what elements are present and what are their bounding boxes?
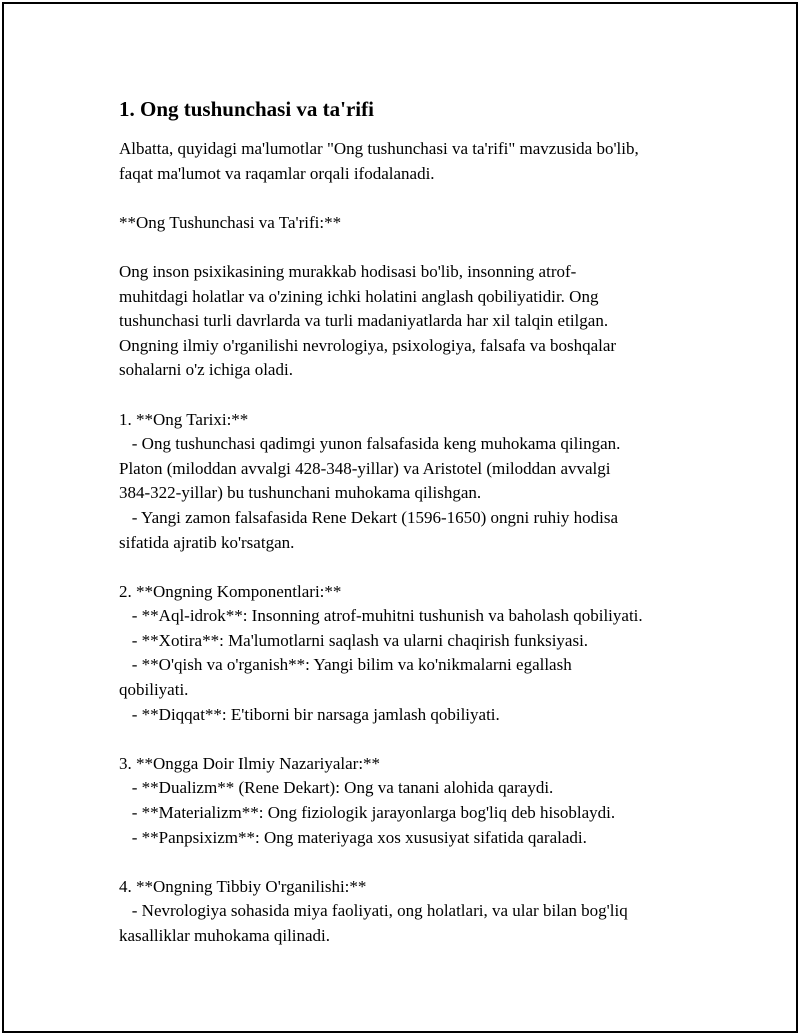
text-line: - **O'qish va o'rganish**: Yangi bilim va ko'nikmalarni egallash [119,655,572,675]
text-line: tushunchasi turli davrlarda va turli madaniyatlarda har xil talqin etilgan. [119,311,609,331]
text-line: Ong inson psixikasining murakkab hodisasi bo'lib, insonning atrof- [119,261,577,281]
blank-line [119,383,709,408]
blank-line [119,727,709,752]
text-line: 2. **Ongning Komponentlari:** [119,581,342,601]
text-line: - **Dualizm** (Rene Dekart): Ong va tanani alohida qaraydi. [119,778,554,798]
text-line: Platon (miloddan avvalgi 428-348-yillar) va Aristotel (miloddan avvalgi [119,458,611,478]
text-line: - **Xotira**: Ma'lumotlarni saqlash va ularni chaqirish funksiyasi. [119,630,589,650]
document-body [119,94,709,949]
document-text [119,137,709,949]
text-line: - **Aql-idrok**: Insonning atrof-muhitni tushunish va baholash qobiliyati. [119,606,643,626]
text-line: Albatta, quyidagi ma'lumotlar "Ong tushunchasi va ta'rifi" mavzusida bo'lib, [119,139,639,158]
text-line: - **Diqqat**: E'tiborni bir narsaga jamlash qobiliyati. [119,704,500,724]
document-title: 1. Ong tushunchasi va ta'rifi [119,97,374,121]
text-line: 1. **Ong Tarixi:** [119,409,249,429]
text-line: - **Panpsixizm**: Ong materiyaga xos xususiyat sifatida qaraladi. [119,827,587,847]
blank-line [119,850,709,875]
text-line: - Yangi zamon falsafasida Rene Dekart (1596-1650) ongni ruhiy hodisa [119,507,619,527]
text-line: - **Materializm**: Ong fiziologik jarayonlarga bog'liq deb hisoblaydi. [119,803,616,823]
text-line: 3. **Ongga Doir Ilmiy Nazariyalar:** [119,753,381,773]
text-line: sifatida ajratib ko'rsatgan. [119,532,295,552]
text-line: kasalliklar muhokama qilinadi. [119,926,331,945]
text-line: - Nevrologiya sohasida miya faoliyati, ong holatlari, va ular bilan bog'liq [119,901,628,921]
text-line: 384-322-yillar) bu tushunchani muhokama qilishgan. [119,483,482,503]
text-line: **Ong Tushunchasi va Ta'rifi:** [119,212,342,232]
blank-line [119,555,709,580]
text-line: Ongning ilmiy o'rganilishi nevrologiya, psixologiya, falsafa va boshqalar [119,335,617,355]
text-line: 4. **Ongning Tibbiy O'rganilishi:** [119,876,367,896]
text-line: faqat ma'lumot va raqamlar orqali ifodalanadi. [119,163,435,183]
document-page [2,2,798,1033]
blank-line [119,235,709,260]
text-line: - Ong tushunchasi qadimgi yunon falsafasida keng muhokama qilingan. [119,434,621,454]
text-line: sohalarni o'z ichiga oladi. [119,360,293,380]
blank-line [119,186,709,211]
text-line: muhitdagi holatlar va o'zining ichki holatini anglash qobiliyatidir. Ong [119,286,599,306]
text-line: qobiliyati. [119,680,189,700]
